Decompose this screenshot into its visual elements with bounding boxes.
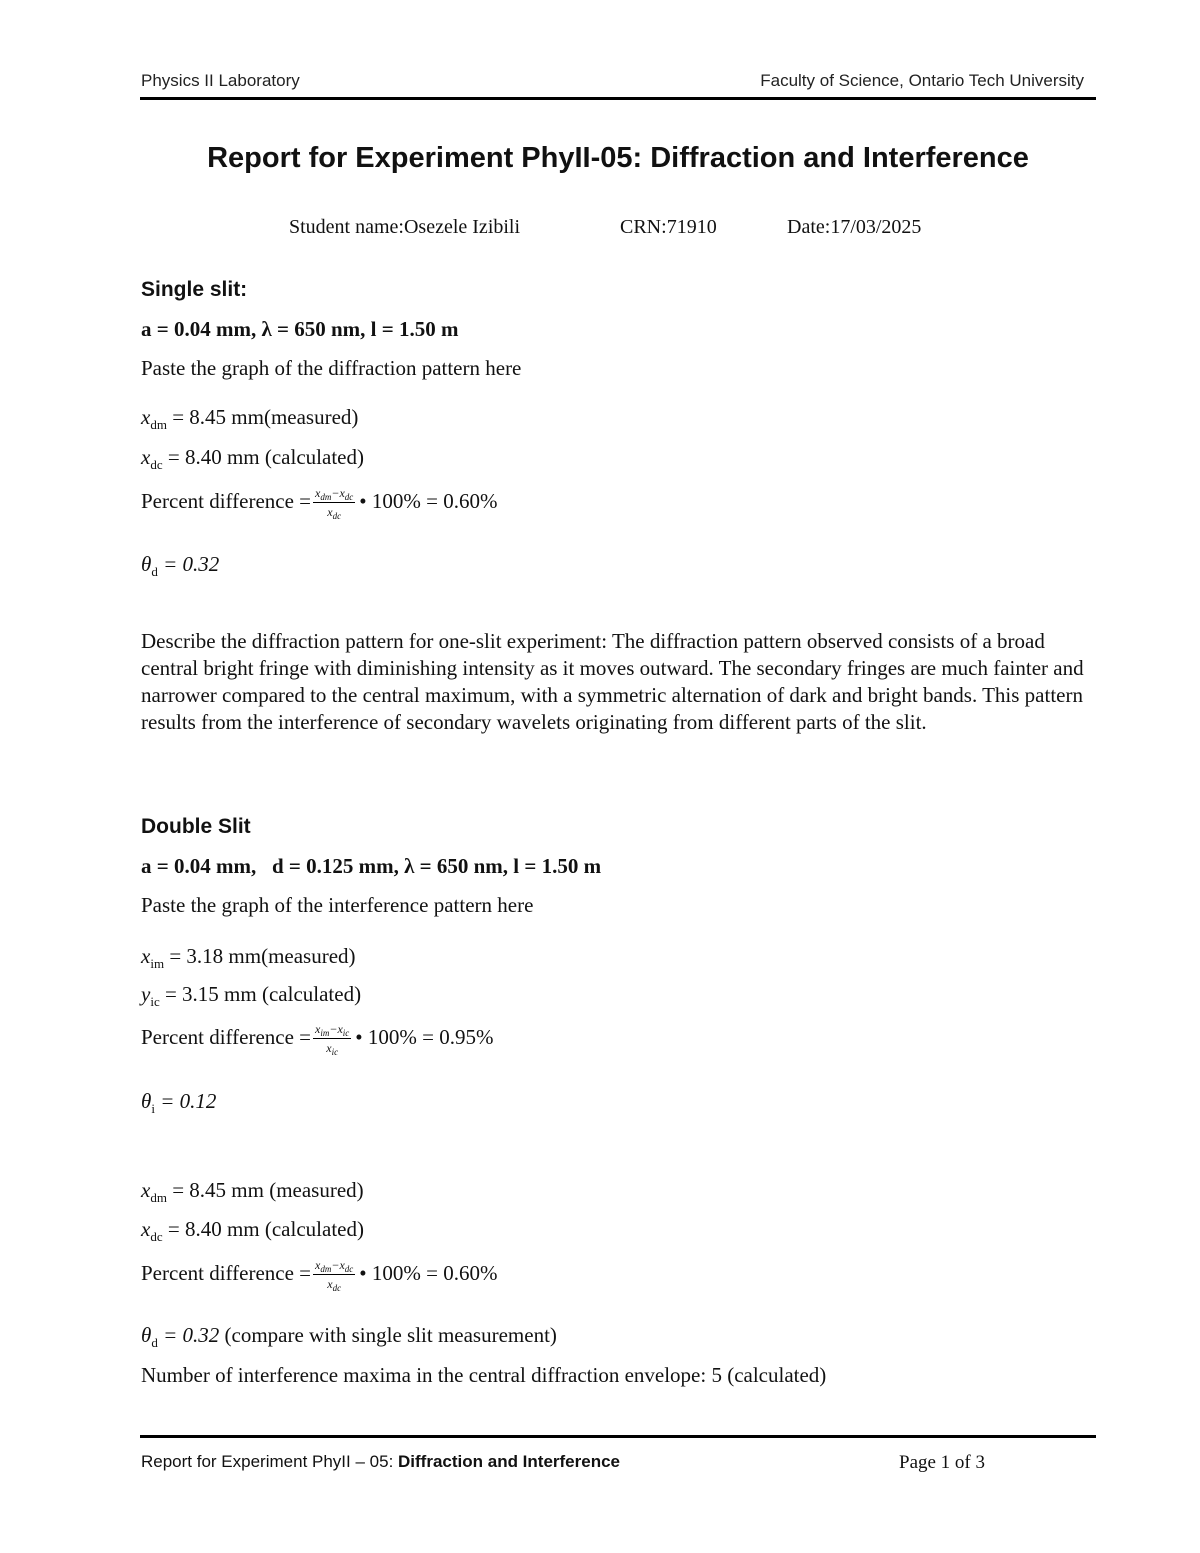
header-left: Physics II Laboratory	[141, 71, 300, 90]
crn-value: 71910	[666, 216, 717, 238]
crn-info	[620, 216, 717, 239]
double-percent-difference-2: Percent difference = $\frac{x_{dm}-x_{dc}}{x_{dc}}$ • 100% = 0.60%	[141, 1258, 498, 1293]
header-right: Faculty of Science, Ontario Tech University	[760, 71, 1084, 90]
double-slit-params: a = 0.04 mm, d = 0.125 mm, λ = 650 nm, l = 1.50 m	[141, 854, 602, 878]
header-rule	[140, 97, 1096, 100]
double-slit-heading: Double Slit	[141, 815, 251, 838]
crn-label: CRN:	[620, 216, 667, 238]
date-info	[787, 216, 921, 239]
single-xdm-line: $x_{dm} = 8.45$ mm(measured)	[141, 405, 359, 432]
double-slit-paste-note: Paste the graph of the interference pattern here	[141, 893, 534, 917]
double-yic-line: $y_{ic} = 3.15$ mm (calculated)	[141, 982, 362, 1009]
single-theta-line: $\theta_d = 0.32$	[141, 552, 220, 579]
single-slit-heading: Single slit:	[141, 278, 248, 301]
single-slit-paste-note: Paste the graph of the diffraction pattern here	[141, 356, 522, 380]
page-number: Page 1 of 3	[899, 1452, 986, 1473]
interference-maxima-count: Number of interference maxima in the central diffraction envelope: 5 (calculated)	[141, 1363, 827, 1387]
percent-fraction: $\frac{x_{dm}-x_{dc}}{x_{dc}}$	[315, 486, 354, 521]
student-info	[289, 216, 520, 239]
double-xdm-line: $x_{dm} = 8.45$ mm (measured)	[141, 1178, 364, 1205]
student-name: Osezele Izibili	[403, 216, 521, 238]
double-xim-line: $x_{im} = 3.18$ mm(measured)	[141, 944, 356, 971]
single-slit-description: Describe the diffraction pattern for one-slit experiment: The diffraction pattern observed consists of a broad central bright fringe with diminishing intensity as it moves outward. The secondary fringes are much fainter and narrower compared to the central maximum, with a symmetric alternation of dark and bright bands. This pattern results from the interference of secondary wavelets originating from different parts of the slit.	[141, 629, 1084, 734]
page-title: Report for Experiment PhyII-05: Diffraction and Interference	[207, 142, 1029, 174]
footer-rule	[140, 1435, 1096, 1438]
student-label: Student name:	[289, 216, 404, 238]
single-percent-difference: Percent difference = $\frac{x_{dm}-x_{dc}}{x_{dc}}$ • 100% = 0.60%	[141, 486, 498, 521]
double-percent-difference-1: Percent difference = $\frac{x_{im}-x_{ic}}{x_{ic}}$ • 100% = 0.95%	[141, 1022, 494, 1057]
date-value: 17/03/2025	[830, 216, 922, 238]
double-theta-d-line: $\theta_d = 0.32$ (compare with single slit measurement)	[141, 1323, 557, 1350]
single-slit-params: a = 0.04 mm, λ = 650 nm, l = 1.50 m	[141, 317, 459, 341]
double-xdc-line: $x_{dc} = 8.40$ mm (calculated)	[141, 1217, 364, 1244]
percent-fraction: $\frac{x_{dm}-x_{dc}}{x_{dc}}$	[315, 1258, 354, 1293]
footer-left: Report for Experiment PhyII – 05: Diffraction and Interference	[141, 1452, 621, 1471]
single-xdc-line: $x_{dc} = 8.40$ mm (calculated)	[141, 445, 364, 472]
percent-fraction: $\frac{x_{im}-x_{ic}}{x_{ic}}$	[315, 1022, 350, 1057]
double-theta-i-line: $\theta_i = 0.12$	[141, 1089, 217, 1116]
date-label: Date:	[787, 216, 831, 238]
